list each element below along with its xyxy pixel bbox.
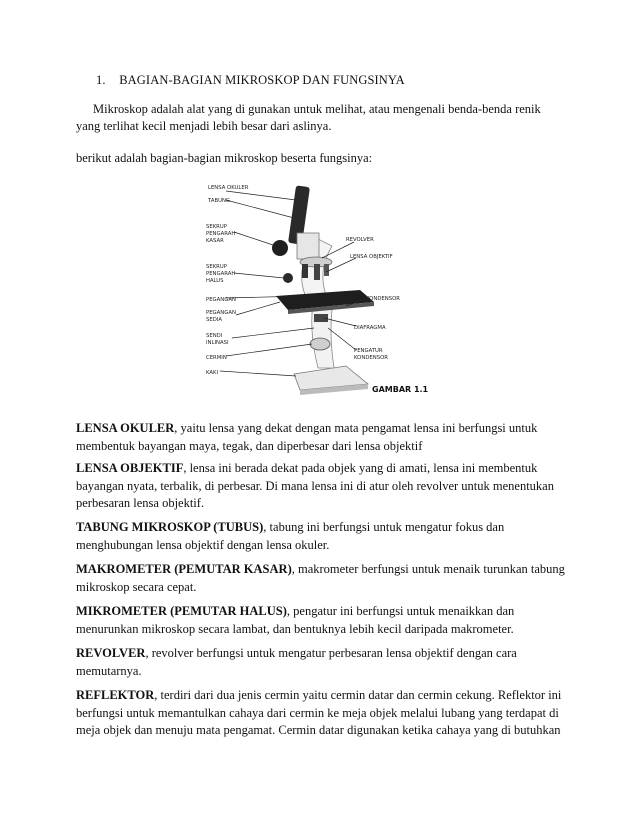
label-pengatur: PENGATUR bbox=[354, 348, 383, 354]
label-sedia: SEDIA bbox=[206, 317, 222, 323]
figure-caption: GAMBAR 1.1 bbox=[372, 385, 429, 394]
label-lensa-objektif: LENSA OBJEKTIF bbox=[350, 254, 393, 260]
definition-tabung bbox=[76, 519, 566, 554]
definition-term: LENSA OKULER bbox=[76, 421, 175, 435]
intro-paragraph: Mikroskop adalah alat yang di gunakan untuk melihat, atau mengenali benda-benda renik yang terlihat kecil menjadi lebih besar dari aslinya. bbox=[76, 102, 541, 133]
microscope-figure bbox=[196, 178, 436, 400]
label-pegangan: PEGANGAN bbox=[206, 297, 236, 303]
definition-term: REFLEKTOR bbox=[76, 688, 155, 702]
label-kasar: KASAR bbox=[206, 238, 224, 244]
heading-number: 1. bbox=[96, 73, 106, 87]
definition-lensa-okuler bbox=[76, 420, 566, 455]
definition-text: , tabung ini berfungsi untuk mengatur fokus dan menghubungan lensa objektif dengan lensa okuler. bbox=[76, 520, 505, 552]
definition-term: LENSA OBJEKTIF bbox=[76, 461, 184, 475]
definition-term: TABUNG MIKROSKOP (TUBUS) bbox=[76, 520, 264, 534]
label-pengarah-2: PENGARAH bbox=[206, 271, 236, 277]
definition-reflektor bbox=[76, 687, 566, 740]
definition-term: MAKROMETER (PEMUTAR KASAR) bbox=[76, 562, 292, 576]
list-intro-paragraph: berikut adalah bagian-bagian mikroskop beserta fungsinya: bbox=[76, 151, 373, 165]
section-heading bbox=[96, 73, 405, 88]
label-inlinasi: INLINASI bbox=[206, 340, 229, 346]
label-sekrup-2: SEKRUP bbox=[206, 264, 227, 270]
label-sendi: SENDI bbox=[206, 333, 223, 339]
label-kaki: KAKI bbox=[206, 370, 219, 376]
microscope-diagram bbox=[196, 178, 436, 400]
definition-text: , revolver berfungsi untuk mengatur perbesaran lensa objektif dengan cara memutarnya. bbox=[76, 646, 517, 678]
definition-text: , yaitu lensa yang dekat dengan mata pengamat lensa ini berfungsi untuk membentuk bayangan maya, tegak, dan diperbesar dari lensa objektif bbox=[76, 421, 538, 453]
label-pegangan-2: PEGANGAN bbox=[206, 310, 236, 316]
definition-mikrometer bbox=[76, 603, 566, 638]
label-revolver: REVOLVER bbox=[346, 237, 374, 243]
label-kondensor-2: KONDENSOR bbox=[354, 355, 388, 361]
label-sekrup-1: SEKRUP bbox=[206, 224, 227, 230]
definition-text: , lensa ini berada dekat pada objek yang di amati, lensa ini membentuk bayangan nyata, terbalik, di perbesar. Di mana lensa ini di atur oleh revolver untuk menentukan perbesaran lensa objektif. bbox=[76, 461, 554, 510]
label-lensa-okuler: LENSA OKULER bbox=[208, 185, 249, 191]
label-tabung: TABUNG bbox=[208, 198, 231, 204]
label-halus: HALUS bbox=[206, 278, 224, 284]
label-diafragma: DIAFRAGMA bbox=[354, 325, 386, 331]
definition-term: MIKROMETER (PEMUTAR HALUS) bbox=[76, 604, 287, 618]
label-pengarah-1: PENGARAH bbox=[206, 231, 236, 237]
definition-text: , pengatur ini berfungsi untuk menaikkan dan menurunkan mikroskop secara lambat, dan bentuknya lebih kecil daripada makrometer. bbox=[76, 604, 515, 636]
definition-makrometer bbox=[76, 561, 566, 596]
label-kondensor: KONDENSOR bbox=[366, 296, 400, 302]
definition-revolver bbox=[76, 645, 566, 680]
definition-term: REVOLVER bbox=[76, 646, 146, 660]
definition-text: , makrometer berfungsi untuk menaik turunkan tabung mikroskop secara cepat. bbox=[76, 562, 565, 594]
label-cermin: CERMIN bbox=[206, 355, 227, 361]
definition-text: , terdiri dari dua jenis cermin yaitu cermin datar dan cermin cekung. Reflektor ini berfungsi untuk memantulkan cahaya dari cermin ke meja objek melalui lubang yang terdapat di meja objek dan menuju mata pengamat. Cermin datar digunakan ketika cahaya yang di butuhkan bbox=[76, 688, 562, 737]
definition-lensa-objektif bbox=[76, 460, 566, 513]
heading-text: BAGIAN-BAGIAN MIKROSKOP DAN FUNGSINYA bbox=[119, 73, 405, 87]
